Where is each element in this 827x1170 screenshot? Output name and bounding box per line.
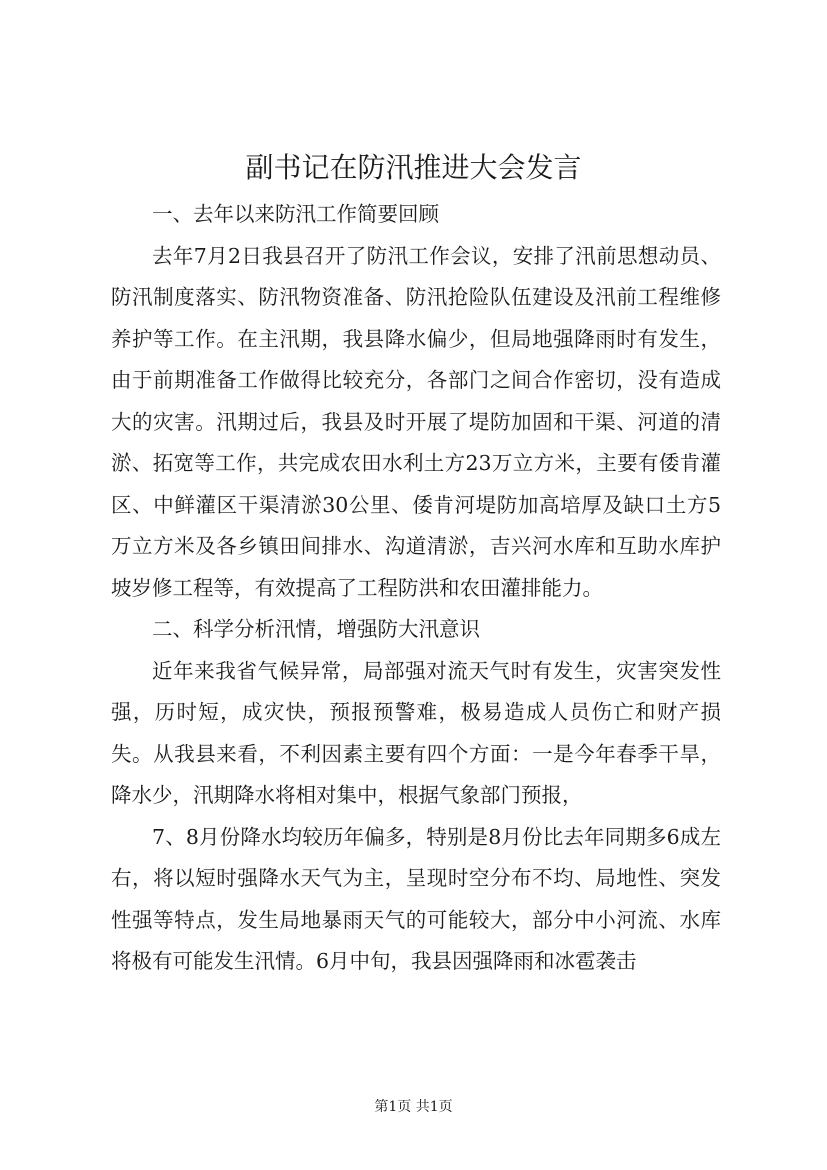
page-title: 副书记在防汛推进大会发言 xyxy=(245,151,582,184)
paragraph-forecast: 7、8月份降水均较历年偏多，特别是8月份比去年同期多6成左右，将以短时强降水天气为主，呈现时空分布不均、局地性、突发性强等特点，发生局地暴雨天气的可能较大，部分中小河流、水库将极有可能发生汛情。6月中旬，我县因强降雨和冰雹袭击 xyxy=(111,824,721,973)
document-body xyxy=(111,194,721,983)
section-heading-1: 一、去年以来防汛工作简要回顾 xyxy=(152,202,439,226)
paragraph-review: 去年7月2日我县召开了防汛工作会议，安排了汛前思想动员、防汛制度落实、防汛物资准备、防汛抢险队伍建设及汛前工程维修养护等工作。在主汛期，我县降水偏少，但局地强降雨时有发生，由于前期准备工作做得比较充分，各部门之间合作密切，没有造成大的灾害。汛期过后，我县及时开展了堤防加固和干渠、河道的清淤、拓宽等工作，共完成农田水利土方23万立方米，主要有倭肯灌区、中鲜灌区干渠清淤30公里、倭肯河堤防加高培厚及缺口土方5万立方米及各乡镇田间排水、沟道清淤，吉兴河水库和互助水库护坡岁修工程等，有效提高了工程防洪和农田灌排能力。 xyxy=(111,243,721,600)
section-heading-2: 二、科学分析汛情，增强防大汛意识 xyxy=(152,617,480,641)
paragraph-analysis: 近年来我省气候异常，局部强对流天气时有发生，灾害突发性强，历时短，成灾快，预报预警难，极易造成人员伤亡和财产损失。从我县来看，不利因素主要有四个方面：一是今年春季干旱，降水少，汛期降水将相对集中，根据气象部门预报， xyxy=(111,658,721,807)
page-footer: 第1页 共1页 xyxy=(374,1099,453,1115)
